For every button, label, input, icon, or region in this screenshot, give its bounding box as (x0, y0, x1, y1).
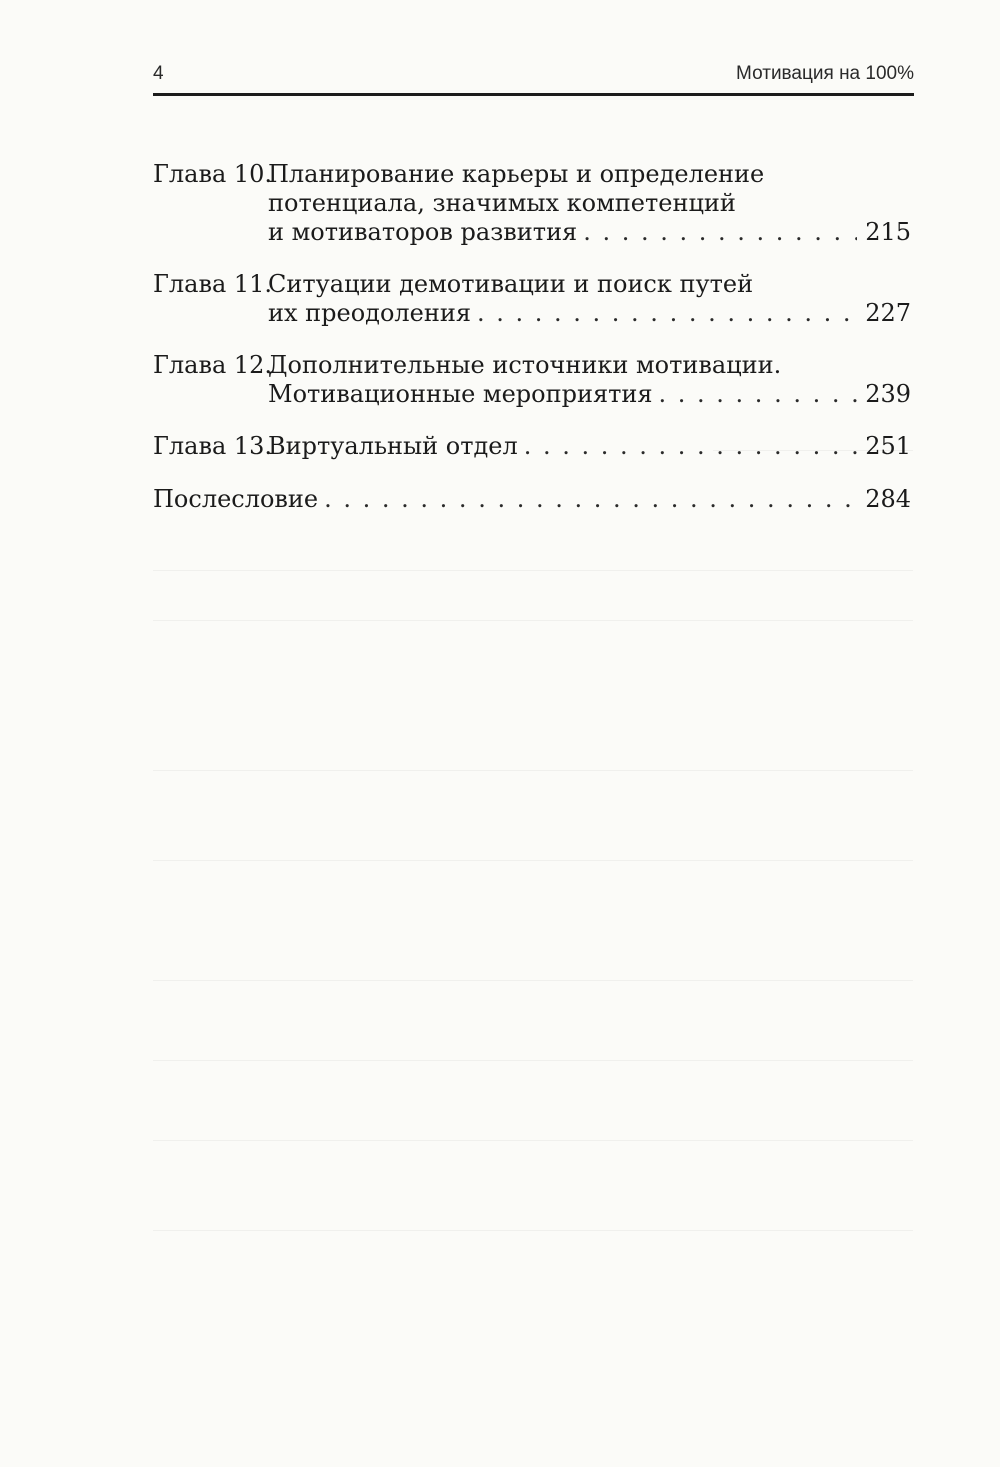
page-number: 4 (153, 63, 164, 84)
page-ref: 251 (865, 432, 911, 460)
entry-title-line: потенциала, значимых компетенций (268, 189, 736, 217)
table-of-contents (153, 160, 911, 514)
page-ref: 284 (865, 485, 911, 513)
toc-entry-afterword[interactable] (153, 485, 911, 514)
entry-title-line: Ситуации демотивации и поиск путей (268, 270, 754, 298)
dot-leader (477, 299, 857, 328)
entry-title-line: Дополнительные источники мотивации. (268, 351, 782, 379)
toc-entry-chapter-12[interactable] (153, 351, 911, 409)
chapter-label: Глава 10. (153, 160, 273, 188)
chapter-label: Глава 12. (153, 351, 273, 379)
dot-leader (524, 432, 857, 461)
entry-title-line: и мотиваторов развития (268, 218, 578, 246)
header-rule (153, 93, 914, 96)
entry-title-line: Виртуальный отдел (268, 432, 518, 460)
chapter-label: Глава 11. (153, 270, 273, 298)
running-title: Мотивация на 100% (736, 63, 914, 84)
show-through-shadow (153, 440, 913, 1340)
entry-title-line: Планирование карьеры и определение (268, 160, 765, 188)
dot-leader (583, 218, 857, 247)
toc-entry-chapter-11[interactable] (153, 270, 911, 328)
page-header (153, 58, 914, 94)
dot-leader (324, 485, 857, 514)
toc-entry-chapter-13[interactable] (153, 432, 911, 461)
page-ref: 227 (865, 299, 911, 327)
entry-title-line: их преодоления (268, 299, 471, 327)
page-ref: 215 (865, 218, 911, 246)
page-ref: 239 (865, 380, 911, 408)
toc-entry-chapter-10[interactable] (153, 160, 911, 247)
dot-leader (659, 380, 858, 409)
entry-title-line: Мотивационные мероприятия (268, 380, 653, 408)
entry-title-line: Послесловие (153, 485, 319, 513)
chapter-label: Глава 13. (153, 432, 273, 460)
